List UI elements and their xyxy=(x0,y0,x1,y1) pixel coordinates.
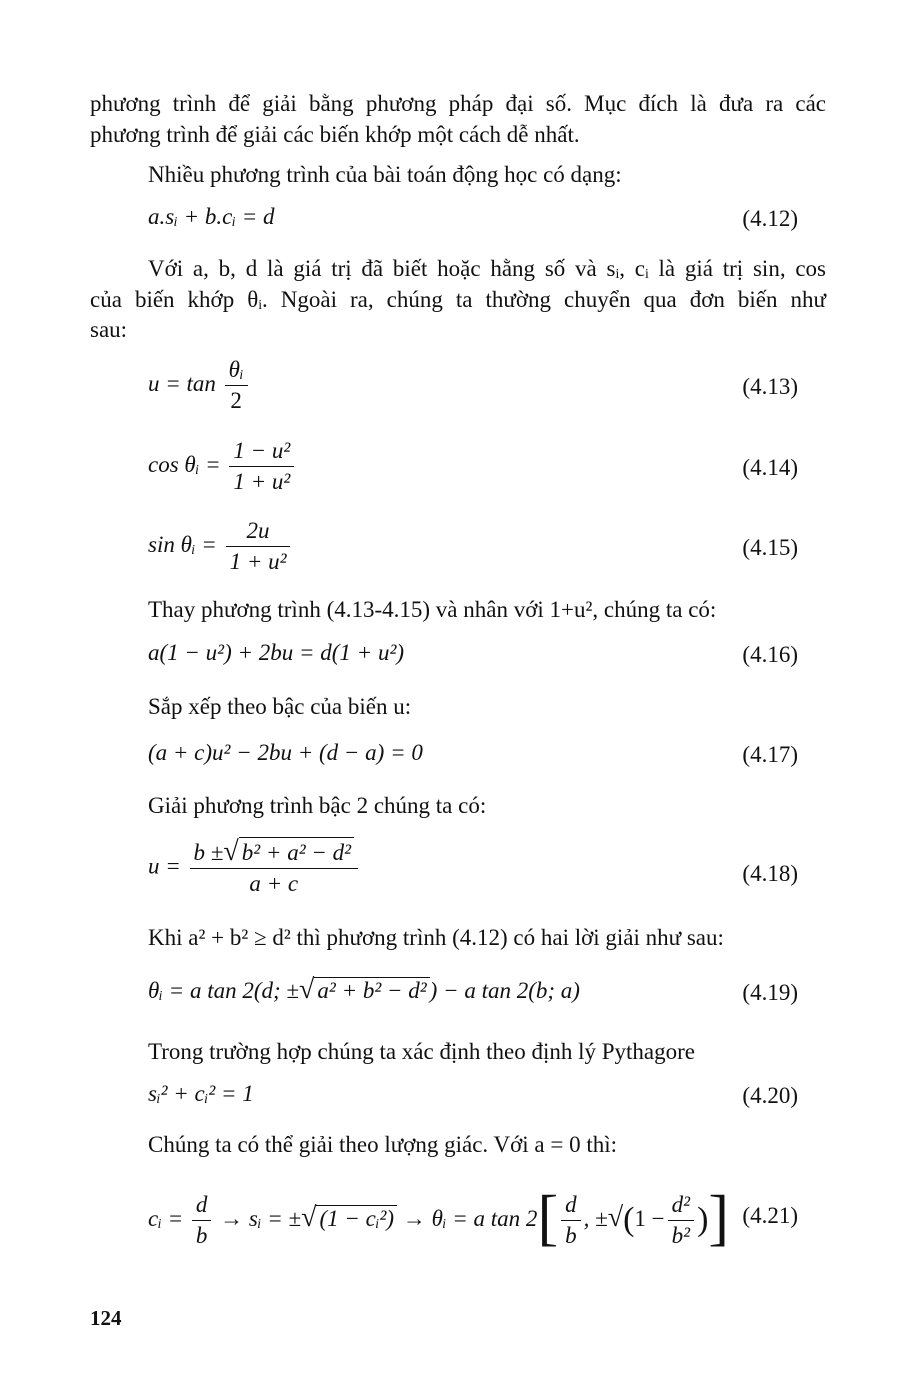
equation-number: (4.14) xyxy=(742,455,798,480)
fraction-numerator: d xyxy=(561,1190,581,1221)
fraction-denominator: b² xyxy=(671,1223,691,1249)
fraction-numerator: θᵢ xyxy=(225,355,248,386)
equation-number: (4.13) xyxy=(742,374,798,399)
fraction-numerator: d xyxy=(192,1190,212,1221)
page-number: 124 xyxy=(90,1306,122,1330)
fraction-denominator: 2 xyxy=(230,388,242,413)
equation-prefix: θᵢ = a tan 2(d; ± xyxy=(148,978,300,1003)
equation-lhs: cᵢ = xyxy=(148,1206,184,1231)
paragraph: Sắp xếp theo bậc của biến u: xyxy=(148,694,412,719)
fraction-numerator: 2u xyxy=(226,516,291,547)
equation-lhs: u = tan xyxy=(148,370,216,396)
sqrt-symbol: √ xyxy=(223,836,239,867)
radicand: b² + a² − d² xyxy=(239,837,354,868)
equation-4-15 xyxy=(148,516,293,577)
paragraph-line: sau: xyxy=(90,317,128,342)
right-paren: ) xyxy=(697,1201,709,1238)
fraction-denominator: b xyxy=(195,1223,208,1249)
paragraph: Chúng ta có thể giải theo lượng giác. Với a = 0 thì: xyxy=(148,1132,618,1157)
fraction xyxy=(192,1190,212,1251)
left-bracket: [ xyxy=(537,1184,559,1252)
fraction-denominator: 1 + u² xyxy=(233,469,291,494)
fraction xyxy=(229,436,294,497)
paragraph-line: của biến khớp θᵢ. Ngoài ra, chúng ta thường chuyển qua đơn biến như xyxy=(90,287,826,312)
sqrt-symbol: √ xyxy=(299,974,315,1005)
fraction xyxy=(226,516,291,577)
fraction-denominator: a + c xyxy=(249,871,299,896)
equation-middle: → sᵢ = ± xyxy=(220,1206,302,1231)
equation-lhs: sin θᵢ = xyxy=(148,531,217,557)
fraction xyxy=(668,1190,694,1251)
equation-4-13 xyxy=(148,355,251,416)
equation-number: (4.15) xyxy=(742,535,798,560)
fraction xyxy=(225,355,248,416)
equation-number: (4.19) xyxy=(742,980,798,1005)
separator: , ± xyxy=(583,1206,608,1231)
paragraph-line: phương trình để giải bằng phương pháp đại số. Mục đích là đưa ra các xyxy=(90,91,826,116)
sqrt-symbol: √ xyxy=(607,1202,624,1233)
right-bracket: ] xyxy=(708,1184,730,1252)
equation-4-16: a(1 − u²) + 2bu = d(1 + u²) xyxy=(148,640,405,665)
fraction-denominator: b xyxy=(565,1223,577,1249)
equation-middle: → θᵢ = a tan 2 xyxy=(402,1206,538,1231)
inner-term: 1 − xyxy=(634,1206,665,1231)
equation-4-20: sᵢ² + cᵢ² = 1 xyxy=(148,1081,254,1106)
equation-number: (4.12) xyxy=(742,206,798,231)
paragraph-line: Với a, b, d là giá trị đã biết hoặc hằng số và sᵢ, cᵢ là giá trị sin, cos xyxy=(148,256,826,281)
equation-4-14 xyxy=(148,436,297,497)
equation-lhs: u = xyxy=(148,853,181,879)
left-paren: ( xyxy=(623,1201,635,1238)
equation-4-12: a.sᵢ + b.cᵢ = d xyxy=(148,204,275,229)
fraction-numerator: 1 − u² xyxy=(229,436,294,467)
equation-suffix: ) − a tan 2(b; a) xyxy=(429,978,580,1003)
equation-4-21 xyxy=(148,1183,729,1254)
equation-4-19 xyxy=(148,974,580,1006)
equation-number: (4.20) xyxy=(742,1083,798,1108)
paragraph-line: phương trình để giải các biến khớp một cách dễ nhất. xyxy=(90,122,580,147)
equation-number: (4.16) xyxy=(742,642,798,667)
radicand: a² + b² − d² xyxy=(314,977,429,1004)
fraction-numerator: d² xyxy=(668,1190,694,1221)
equation-number: (4.21) xyxy=(742,1203,798,1228)
paragraph: Thay phương trình (4.13-4.15) và nhân với 1+u², chúng ta có: xyxy=(148,597,717,622)
fraction-denominator: 1 + u² xyxy=(229,549,287,574)
paragraph: Nhiều phương trình của bài toán động học có dạng: xyxy=(148,162,622,187)
radicand: (1 − cᵢ²) xyxy=(316,1205,397,1232)
equation-4-17: (a + c)u² − 2bu + (d − a) = 0 xyxy=(148,740,423,765)
paragraph: Giải phương trình bậc 2 chúng ta có: xyxy=(148,793,487,818)
paragraph: Khi a² + b² ≥ d² thì phương trình (4.12) có hai lời giải như sau: xyxy=(148,925,724,950)
fraction-numerator xyxy=(190,837,358,869)
equation-lhs: cos θᵢ = xyxy=(148,451,221,477)
equation-number: (4.18) xyxy=(742,861,798,886)
sqrt-symbol: √ xyxy=(301,1202,317,1233)
fraction xyxy=(190,837,358,899)
fraction xyxy=(561,1190,581,1251)
equation-4-18 xyxy=(148,837,361,899)
numerator-prefix: b ± xyxy=(193,840,224,865)
equation-number: (4.17) xyxy=(742,742,798,767)
paragraph: Trong trường hợp chúng ta xác định theo định lý Pythagore xyxy=(148,1039,695,1064)
